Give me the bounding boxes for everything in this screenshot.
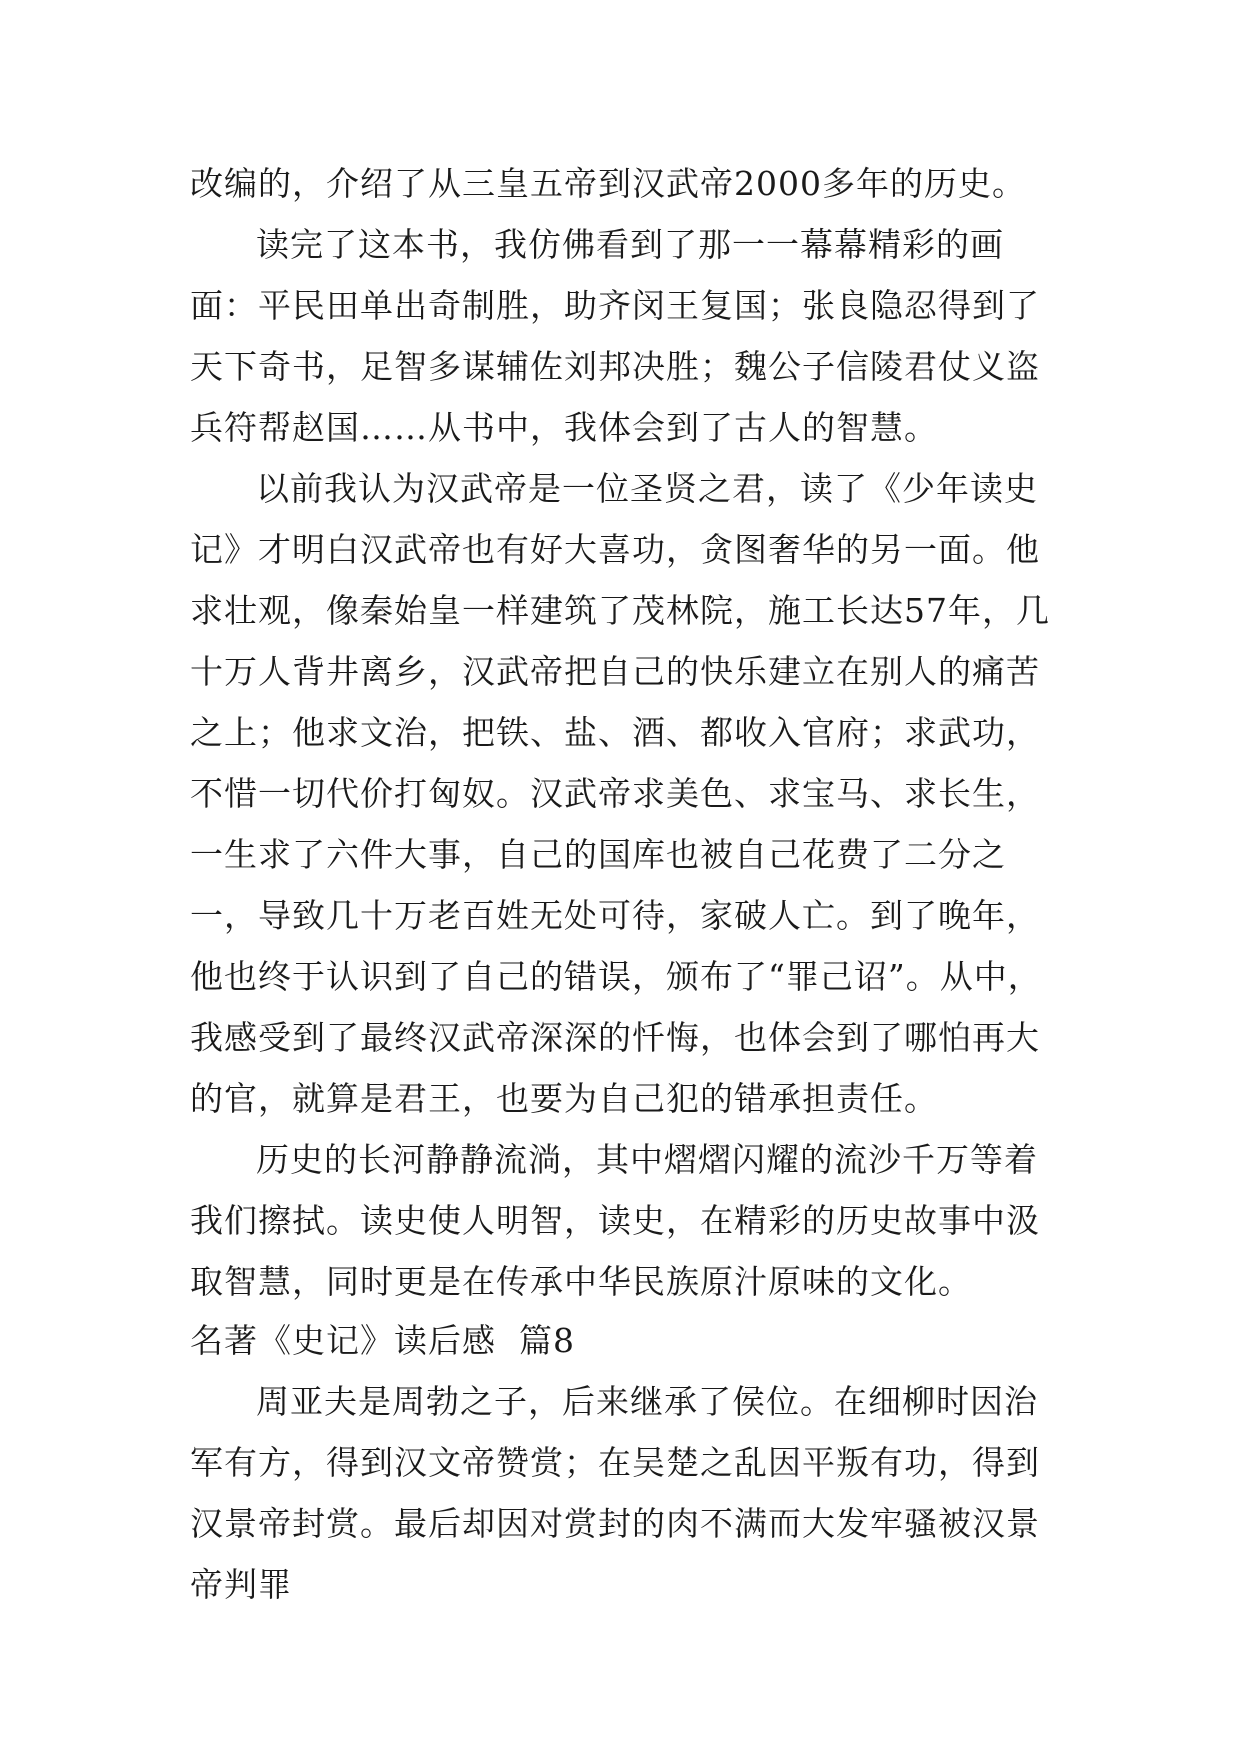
section-heading: 名著《史记》读后感 篇8 (190, 1321, 575, 1360)
paragraph-4: 历史的长河静静流淌，其中熠熠闪耀的流沙千万等着我们擦拭。读史使人明智，读史，在精彩的历史故事中汲取智慧，同时更是在传承中华民族原汁原味的文化。 (190, 1140, 1040, 1301)
paragraph-5: 周亚夫是周勃之子，后来继承了侯位。在细柳时因治军有方，得到汉文帝赞赏；在吴楚之乱因平叛有功，得到汉景帝封赏。最后却因对赏封的肉不满而大发牢骚被汉景帝判罪 (190, 1382, 1040, 1604)
section-continued-body (190, 153, 1050, 1312)
paragraph-1: 改编的，介绍了从三皇五帝到汉武帝2000多年的历史。 (190, 164, 1026, 203)
paragraph-3: 以前我认为汉武帝是一位圣贤之君，读了《少年读史记》才明白汉武帝也有好大喜功，贪图奢华的另一面。他求壮观，像秦始皇一样建筑了茂林院，施工长达57年，几十万人背井离乡，汉武帝把自己的快乐建立在别人的痛苦之上；他求文治，把铁、盐、酒、都收入官府；求武功，不惜一切代价打匈奴。汉武帝求美色、求宝马、求长生，一生求了六件大事，自己的国库也被自己花费了二分之一，导致几十万老百姓无处可待，家破人亡。到了晚年，他也终于认识到了自己的错误，颁布了“罪己诏”。从中，我感受到了最终汉武帝深深的忏悔，也体会到了哪怕再大的官，就算是君王，也要为自己犯的错承担责任。 (190, 469, 1050, 1118)
section-8-body (190, 1371, 1050, 1615)
paragraph-2: 读完了这本书，我仿佛看到了那一一幕幕精彩的画面：平民田单出奇制胜，助齐闵王复国；张良隐忍得到了天下奇书，足智多谋辅佐刘邦决胜；魏公子信陵君仗义盗兵符帮赵国……从书中，我体会到了古人的智慧。 (190, 225, 1040, 447)
